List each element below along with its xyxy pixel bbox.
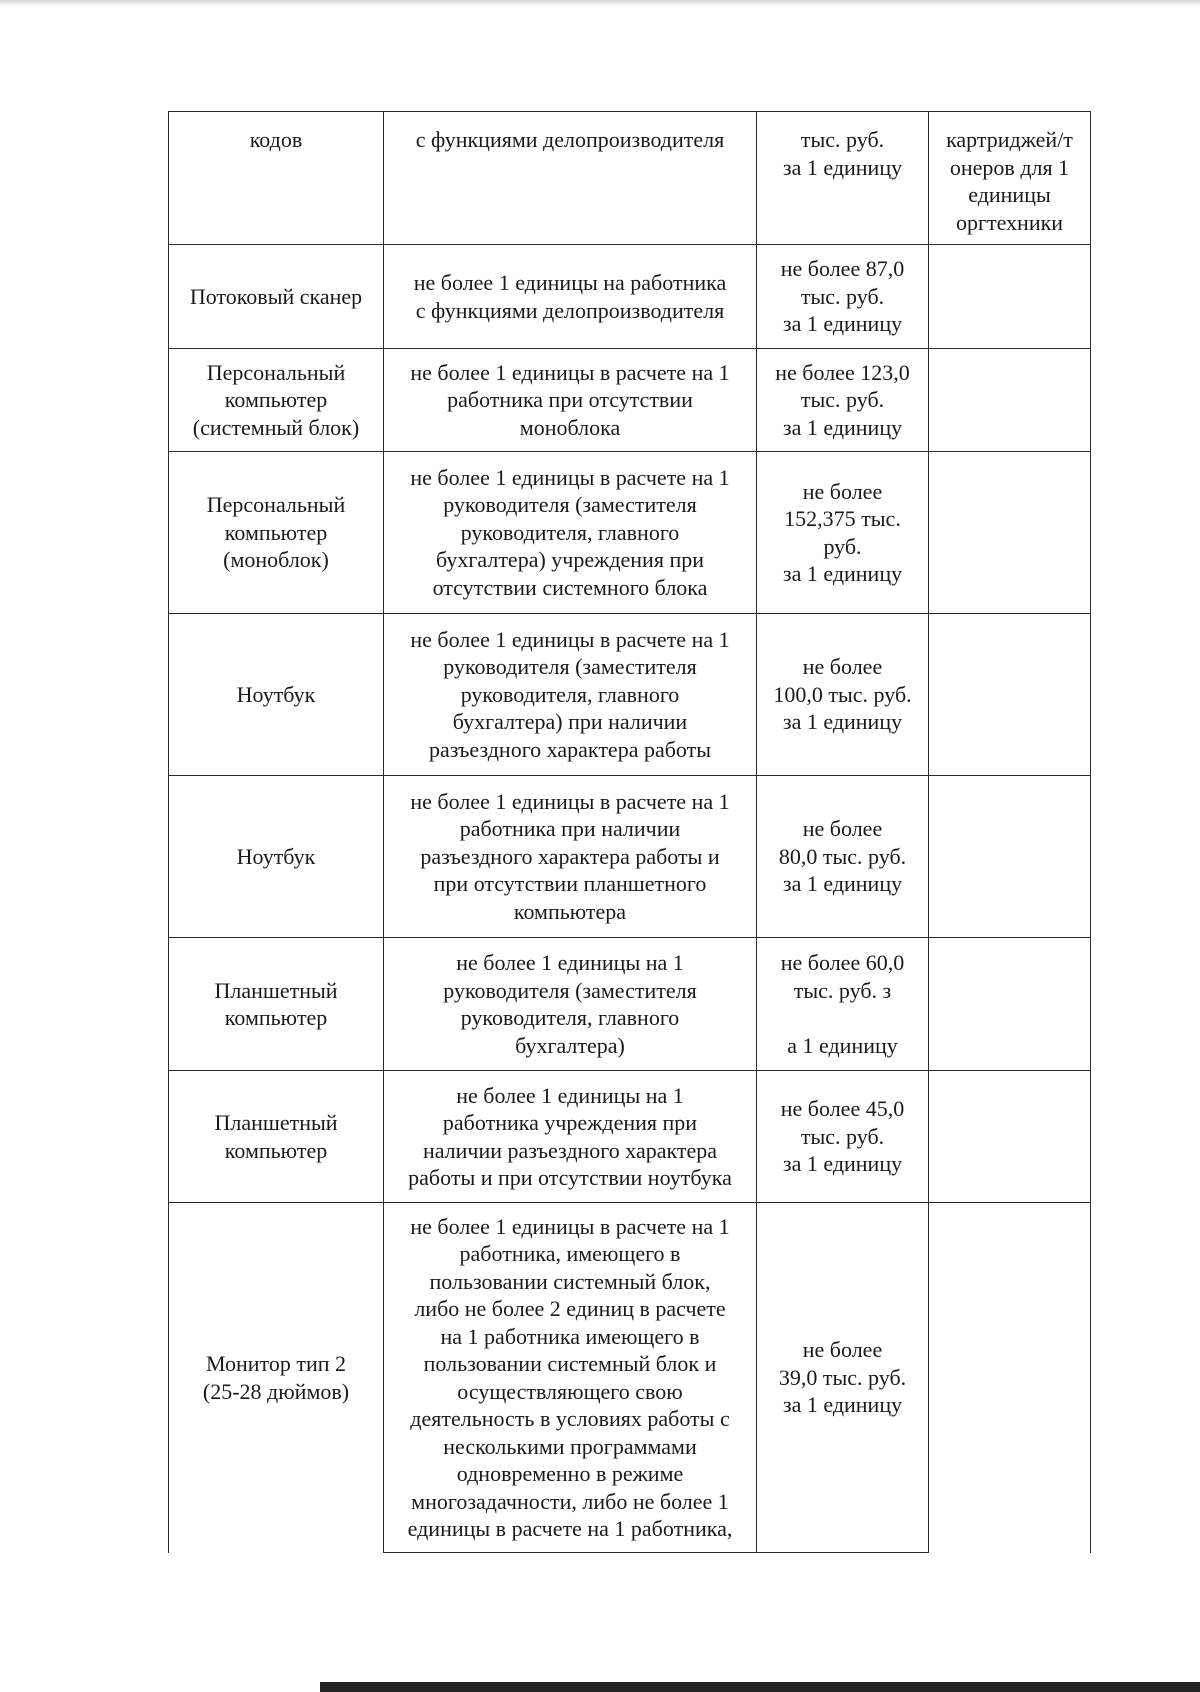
cartridges-cell — [929, 1071, 1091, 1203]
quantity-norm-cell: не более 1 единицы в расчете на 1 работника, имеющего в пользовании системный блок, либо не более 2 единиц в расчете на 1 работника имеющего в пользовании системный блок и осуществляющего свою деятельность в условиях работы с несколькими программами одновременно в режиме многозадачности, либо не более 1 единицы в расчете на 1 работника, — [384, 1203, 757, 1553]
equipment-name-cell: Планшетный компьютер — [169, 938, 384, 1071]
cartridges-cell — [929, 245, 1091, 349]
equipment-norms-table — [168, 111, 1091, 1553]
price-limit-cell: не более 60,0 тыс. руб. з а 1 единицу — [757, 938, 929, 1071]
quantity-norm-cell: не более 1 единицы в расчете на 1 руководителя (заместителя руководителя, главного бухгалтера) учреждения при отсутствии системного блока — [384, 452, 757, 614]
cartridges-cell — [929, 349, 1091, 452]
header-name-cell: кодов — [169, 112, 384, 245]
table-row — [169, 452, 1091, 614]
equipment-name-cell: Персональный компьютер (моноблок) — [169, 452, 384, 614]
price-limit-cell: не более 39,0 тыс. руб. за 1 единицу — [757, 1203, 929, 1553]
header-price-cell: тыс. руб. за 1 единицу — [757, 112, 929, 245]
cartridges-cell — [929, 452, 1091, 614]
quantity-norm-cell: не более 1 единицы в расчете на 1 руководителя (заместителя руководителя, главного бухгалтера) при наличии разъездного характера работы — [384, 614, 757, 776]
quantity-norm-cell: не более 1 единицы на 1 работника учреждения при наличии разъездного характера работы и при отсутствии ноутбука — [384, 1071, 757, 1203]
price-limit-cell: не более 80,0 тыс. руб. за 1 единицу — [757, 776, 929, 938]
equipment-name-cell: Планшетный компьютер — [169, 1071, 384, 1203]
cartridges-cell — [929, 614, 1091, 776]
quantity-norm-cell: не более 1 единицы в расчете на 1 работника при отсутствии моноблока — [384, 349, 757, 452]
price-limit-cell: не более 100,0 тыс. руб. за 1 единицу — [757, 614, 929, 776]
scan-edge-top — [0, 0, 1200, 6]
quantity-norm-cell: не более 1 единицы на 1 руководителя (заместителя руководителя, главного бухгалтера) — [384, 938, 757, 1071]
table-row — [169, 1071, 1091, 1203]
table-row — [169, 776, 1091, 938]
equipment-name-cell: Ноутбук — [169, 776, 384, 938]
price-limit-cell: не более 45,0 тыс. руб. за 1 единицу — [757, 1071, 929, 1203]
equipment-name-cell: Потоковый сканер — [169, 245, 384, 349]
price-limit-cell: не более 152,375 тыс. руб. за 1 единицу — [757, 452, 929, 614]
quantity-norm-cell: не более 1 единицы на работника с функциями делопроизводителя — [384, 245, 757, 349]
header-cartridges-cell: картриджей/т онеров для 1 единицы оргтехники — [929, 112, 1091, 245]
table-header-row — [169, 112, 1091, 245]
scan-edge-bottom — [320, 1682, 1200, 1692]
table-row — [169, 1203, 1091, 1553]
equipment-name-cell: Ноутбук — [169, 614, 384, 776]
header-desc-cell: с функциями делопроизводителя — [384, 112, 757, 245]
equipment-name-cell: Монитор тип 2 (25-28 дюймов) — [169, 1203, 384, 1553]
table-row — [169, 614, 1091, 776]
price-limit-cell: не более 87,0 тыс. руб. за 1 единицу — [757, 245, 929, 349]
price-limit-cell: не более 123,0 тыс. руб. за 1 единицу — [757, 349, 929, 452]
cartridges-cell — [929, 1203, 1091, 1553]
table-row — [169, 938, 1091, 1071]
table-row — [169, 349, 1091, 452]
equipment-name-cell: Персональный компьютер (системный блок) — [169, 349, 384, 452]
table-row — [169, 245, 1091, 349]
quantity-norm-cell: не более 1 единицы в расчете на 1 работника при наличии разъездного характера работы и при отсутствии планшетного компьютера — [384, 776, 757, 938]
cartridges-cell — [929, 938, 1091, 1071]
cartridges-cell — [929, 776, 1091, 938]
